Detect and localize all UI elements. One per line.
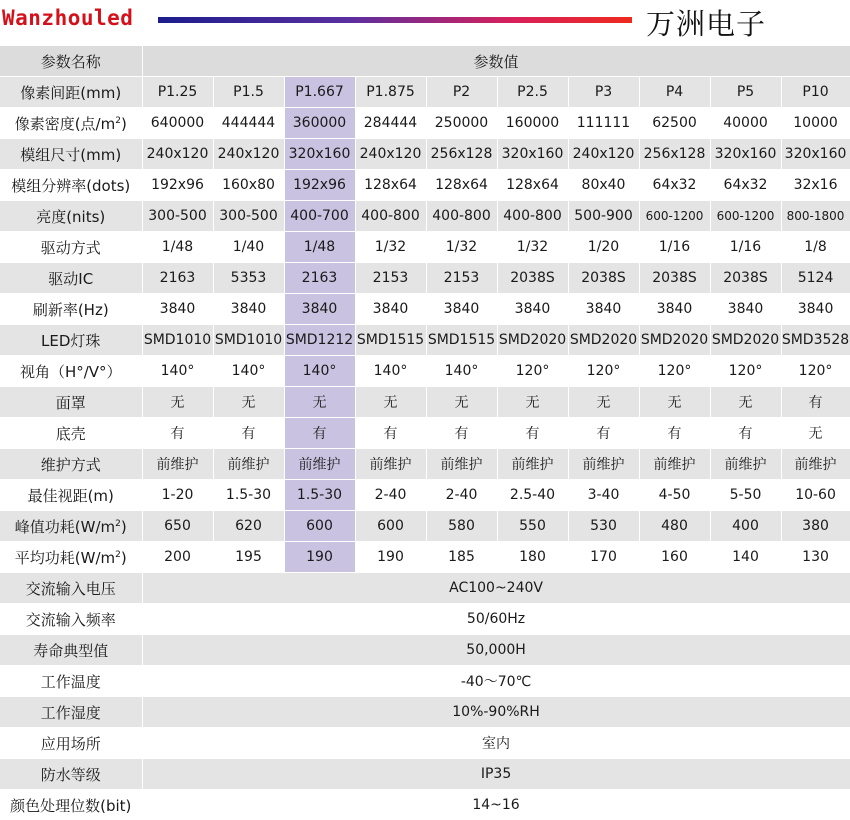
spec-cell: SMD1515: [355, 325, 426, 356]
spec-cell: 2163: [284, 263, 355, 294]
spec-cell: 无: [355, 387, 426, 418]
gradient-divider-bar: [158, 17, 632, 23]
spec-row-label-text: 维护方式: [41, 456, 101, 474]
spec-cell: SMD2020: [710, 325, 781, 356]
spec-cell: SMD2020: [639, 325, 710, 356]
page-header: [0, 0, 850, 44]
spec-cell: 600: [355, 511, 426, 542]
spec-cell: 2038S: [568, 263, 639, 294]
spec-cell: 320x160: [284, 139, 355, 170]
spec-cell: 2038S: [710, 263, 781, 294]
spec-cell: 640000: [142, 108, 213, 139]
spec-cell: 320x160: [781, 139, 850, 170]
spec-cell: 400-700: [284, 201, 355, 232]
spec-cell: P1.875: [355, 77, 426, 108]
spec-cell: 2153: [426, 263, 497, 294]
spec-cell: 140: [710, 542, 781, 573]
spec-cell: 1/16: [639, 232, 710, 263]
spec-cell: 64x32: [710, 170, 781, 201]
spec-cell: 前维护: [639, 449, 710, 480]
spec-row-label: [0, 325, 142, 356]
common-spec-label: 工作湿度: [0, 697, 142, 728]
spec-cell: 500-900: [568, 201, 639, 232]
spec-row: [0, 77, 850, 108]
spec-cell: 1/32: [497, 232, 568, 263]
spec-cell: 3-40: [568, 480, 639, 511]
spec-cell: P1.667: [284, 77, 355, 108]
spec-cell: SMD2020: [568, 325, 639, 356]
spec-cell: 600-1200: [710, 201, 781, 232]
spec-row: [0, 387, 850, 418]
spec-cell: 前维护: [213, 449, 284, 480]
spec-row-label: [0, 77, 142, 108]
spec-cell: 580: [426, 511, 497, 542]
spec-cell: 5-50: [710, 480, 781, 511]
spec-row: [0, 542, 850, 573]
spec-row-label-text: 模组分辨率(dots): [11, 177, 130, 195]
spec-cell: 160000: [497, 108, 568, 139]
spec-row: [0, 139, 850, 170]
spec-cell: 2.5-40: [497, 480, 568, 511]
spec-cell: 120°: [639, 356, 710, 387]
spec-cell: 3840: [639, 294, 710, 325]
spec-row-label: [0, 480, 142, 511]
spec-row-label: [0, 108, 142, 139]
spec-row-label-text: 驱动方式: [41, 239, 101, 257]
spec-cell: 3840: [497, 294, 568, 325]
common-spec-value: 50,000H: [142, 635, 850, 666]
spec-cell: 256x128: [426, 139, 497, 170]
spec-cell: 192x96: [142, 170, 213, 201]
spec-row-label-text: 最佳视距(m): [28, 487, 114, 505]
spec-row: [0, 511, 850, 542]
spec-cell: 240x120: [568, 139, 639, 170]
spec-cell: SMD1212: [284, 325, 355, 356]
common-spec-row: [0, 728, 850, 759]
spec-cell: 170: [568, 542, 639, 573]
spec-row-label-text: 刷新率(Hz): [33, 301, 109, 319]
spec-cell: 有: [426, 418, 497, 449]
spec-cell: 128x64: [355, 170, 426, 201]
spec-cell: 140°: [355, 356, 426, 387]
spec-cell: 10-60: [781, 480, 850, 511]
spec-cell: 有: [568, 418, 639, 449]
common-spec-label: 交流输入频率: [0, 604, 142, 635]
spec-cell: 192x96: [284, 170, 355, 201]
spec-cell: 1/16: [710, 232, 781, 263]
spec-cell: 80x40: [568, 170, 639, 201]
spec-row: [0, 449, 850, 480]
spec-row: [0, 108, 850, 139]
spec-cell: 无: [213, 387, 284, 418]
spec-cell: 3840: [426, 294, 497, 325]
spec-row: [0, 201, 850, 232]
spec-row-label: [0, 294, 142, 325]
common-spec-value: 14~16: [142, 790, 850, 820]
table-header-row: [0, 46, 850, 77]
spec-row-label-suffix: ): [121, 518, 127, 536]
spec-cell: SMD3528: [781, 325, 850, 356]
spec-cell: 240x120: [355, 139, 426, 170]
spec-cell: 550: [497, 511, 568, 542]
spec-cell: 有: [284, 418, 355, 449]
common-spec-row: [0, 697, 850, 728]
spec-cell: 5124: [781, 263, 850, 294]
spec-cell: 前维护: [355, 449, 426, 480]
spec-cell: 2153: [355, 263, 426, 294]
spec-cell: 40000: [710, 108, 781, 139]
spec-row-label-text: 面罩: [56, 394, 86, 412]
spec-cell: 1/40: [213, 232, 284, 263]
spec-row-label-text: 平均功耗(W/m: [15, 549, 115, 567]
spec-cell: 120°: [781, 356, 850, 387]
spec-cell: 600: [284, 511, 355, 542]
spec-row-label: [0, 387, 142, 418]
spec-cell: 620: [213, 511, 284, 542]
spec-cell: 120°: [497, 356, 568, 387]
spec-cell: 3840: [568, 294, 639, 325]
spec-cell: 3840: [781, 294, 850, 325]
spec-cell: 3840: [355, 294, 426, 325]
spec-row-label-text: 驱动IC: [48, 270, 93, 288]
company-name: 万洲电子: [646, 2, 766, 43]
spec-cell: 1/8: [781, 232, 850, 263]
spec-row-label: [0, 511, 142, 542]
spec-cell: 140°: [426, 356, 497, 387]
common-spec-label: 防水等级: [0, 759, 142, 790]
spec-cell: 2163: [142, 263, 213, 294]
common-spec-row: [0, 635, 850, 666]
spec-cell: 1.5-30: [213, 480, 284, 511]
spec-cell: 有: [639, 418, 710, 449]
spec-cell: P2: [426, 77, 497, 108]
spec-cell: 300-500: [142, 201, 213, 232]
spec-cell: 前维护: [781, 449, 850, 480]
spec-cell: SMD1515: [426, 325, 497, 356]
spec-cell: 前维护: [568, 449, 639, 480]
spec-cell: 120°: [710, 356, 781, 387]
spec-cell: 128x64: [497, 170, 568, 201]
spec-row: [0, 325, 850, 356]
spec-cell: 有: [142, 418, 213, 449]
spec-cell: 240x120: [142, 139, 213, 170]
spec-cell: 180: [497, 542, 568, 573]
common-spec-label: 工作温度: [0, 666, 142, 697]
spec-cell: 160x80: [213, 170, 284, 201]
spec-cell: 300-500: [213, 201, 284, 232]
spec-cell: 无: [781, 418, 850, 449]
spec-cell: 195: [213, 542, 284, 573]
spec-row-label-text: 亮度(nits): [36, 208, 105, 226]
spec-row: [0, 418, 850, 449]
spec-cell: SMD2020: [497, 325, 568, 356]
common-spec-value: AC100~240V: [142, 573, 850, 604]
spec-cell: 64x32: [639, 170, 710, 201]
spec-row-label: [0, 170, 142, 201]
spec-row-label-superscript: 2: [115, 550, 121, 560]
spec-cell: P3: [568, 77, 639, 108]
spec-cell: P5: [710, 77, 781, 108]
spec-cell: 有: [213, 418, 284, 449]
spec-cell: 前维护: [142, 449, 213, 480]
spec-row-label: [0, 232, 142, 263]
common-spec-label: 寿命典型值: [0, 635, 142, 666]
spec-cell: 111111: [568, 108, 639, 139]
spec-cell: 600-1200: [639, 201, 710, 232]
spec-cell: 128x64: [426, 170, 497, 201]
spec-row-label: [0, 356, 142, 387]
spec-row: [0, 170, 850, 201]
common-spec-value: -40～70℃: [142, 666, 850, 697]
spec-row: [0, 294, 850, 325]
spec-cell: 1/20: [568, 232, 639, 263]
spec-cell: P2.5: [497, 77, 568, 108]
param-name-header: 参数名称: [0, 46, 142, 77]
spec-cell: 1/48: [142, 232, 213, 263]
common-spec-label: 应用场所: [0, 728, 142, 759]
common-spec-row: [0, 759, 850, 790]
spec-cell: 256x128: [639, 139, 710, 170]
spec-row-label: [0, 201, 142, 232]
spec-cell: 无: [142, 387, 213, 418]
spec-cell: 200: [142, 542, 213, 573]
spec-cell: 480: [639, 511, 710, 542]
spec-cell: 1/32: [355, 232, 426, 263]
spec-cell: 650: [142, 511, 213, 542]
spec-row-label-text: 模组尺寸(mm): [20, 146, 121, 164]
spec-cell: 185: [426, 542, 497, 573]
spec-cell: 有: [710, 418, 781, 449]
spec-row-label-superscript: 2: [115, 519, 121, 529]
common-spec-row: [0, 666, 850, 697]
spec-cell: 444444: [213, 108, 284, 139]
spec-cell: 2038S: [639, 263, 710, 294]
spec-cell: 无: [639, 387, 710, 418]
spec-cell: 320x160: [497, 139, 568, 170]
spec-row-label-suffix: ): [121, 549, 127, 567]
spec-cell: P10: [781, 77, 850, 108]
spec-cell: 无: [710, 387, 781, 418]
spec-cell: 380: [781, 511, 850, 542]
spec-cell: 5353: [213, 263, 284, 294]
common-spec-value: IP35: [142, 759, 850, 790]
spec-cell: P1.5: [213, 77, 284, 108]
spec-cell: 190: [284, 542, 355, 573]
spec-cell: 3840: [284, 294, 355, 325]
spec-row: [0, 356, 850, 387]
spec-row: [0, 480, 850, 511]
spec-row-label-text: 底壳: [56, 425, 86, 443]
spec-cell: 400-800: [426, 201, 497, 232]
spec-cell: 530: [568, 511, 639, 542]
spec-cell: 4-50: [639, 480, 710, 511]
common-spec-value: 50/60Hz: [142, 604, 850, 635]
common-spec-label: 颜色处理位数(bit): [0, 790, 142, 820]
param-value-header: 参数值: [142, 46, 850, 77]
spec-row-label: [0, 449, 142, 480]
spec-cell: 120°: [568, 356, 639, 387]
spec-row-label: [0, 542, 142, 573]
spec-cell: 130: [781, 542, 850, 573]
common-spec-value: 10%-90%RH: [142, 697, 850, 728]
spec-cell: 1-20: [142, 480, 213, 511]
spec-cell: 320x160: [710, 139, 781, 170]
spec-cell: 140°: [213, 356, 284, 387]
spec-cell: 400-800: [497, 201, 568, 232]
spec-cell: 3840: [710, 294, 781, 325]
spec-row-label-text: 像素间距(mm): [20, 84, 121, 102]
spec-cell: P1.25: [142, 77, 213, 108]
spec-cell: 无: [426, 387, 497, 418]
spec-cell: 无: [568, 387, 639, 418]
brand-logo-text: Wanzhouled: [2, 6, 133, 30]
common-spec-label: 交流输入电压: [0, 573, 142, 604]
common-spec-row: [0, 604, 850, 635]
spec-cell: 有: [355, 418, 426, 449]
spec-cell: P4: [639, 77, 710, 108]
common-spec-row: [0, 573, 850, 604]
spec-row-label-text: 像素密度(点/m: [15, 115, 116, 133]
spec-cell: 1/48: [284, 232, 355, 263]
spec-cell: 无: [284, 387, 355, 418]
spec-cell: 140°: [284, 356, 355, 387]
spec-cell: 160: [639, 542, 710, 573]
spec-cell: 240x120: [213, 139, 284, 170]
common-spec-value: 室内: [142, 728, 850, 759]
spec-cell: 400: [710, 511, 781, 542]
spec-cell: 10000: [781, 108, 850, 139]
spec-cell: 前维护: [710, 449, 781, 480]
spec-cell: 32x16: [781, 170, 850, 201]
spec-row-label-text: 峰值功耗(W/m: [15, 518, 115, 536]
spec-cell: 250000: [426, 108, 497, 139]
spec-row: [0, 263, 850, 294]
spec-row-label: [0, 263, 142, 294]
spec-row: [0, 232, 850, 263]
spec-cell: SMD1010: [142, 325, 213, 356]
spec-cell: 无: [497, 387, 568, 418]
spec-cell: 有: [781, 387, 850, 418]
spec-row-label-superscript: 2: [115, 116, 121, 126]
spec-cell: 前维护: [497, 449, 568, 480]
spec-cell: 2-40: [426, 480, 497, 511]
spec-cell: 2038S: [497, 263, 568, 294]
spec-cell: 2-40: [355, 480, 426, 511]
spec-row-label-text: 视角（H°/V°）: [20, 363, 122, 381]
spec-cell: 140°: [142, 356, 213, 387]
spec-row-label-suffix: ): [121, 115, 127, 133]
spec-cell: 800-1800: [781, 201, 850, 232]
spec-row-label: [0, 418, 142, 449]
common-spec-row: [0, 790, 850, 820]
spec-cell: 前维护: [426, 449, 497, 480]
spec-cell: 284444: [355, 108, 426, 139]
spec-cell: 190: [355, 542, 426, 573]
spec-cell: 360000: [284, 108, 355, 139]
spec-row-label-text: LED灯珠: [41, 332, 100, 350]
spec-cell: 400-800: [355, 201, 426, 232]
spec-table: [0, 46, 850, 820]
spec-cell: 3840: [213, 294, 284, 325]
spec-cell: 3840: [142, 294, 213, 325]
spec-row-label: [0, 139, 142, 170]
spec-cell: 62500: [639, 108, 710, 139]
spec-cell: 1/32: [426, 232, 497, 263]
spec-cell: 有: [497, 418, 568, 449]
spec-cell: 前维护: [284, 449, 355, 480]
spec-cell: SMD1010: [213, 325, 284, 356]
spec-cell: 1.5-30: [284, 480, 355, 511]
